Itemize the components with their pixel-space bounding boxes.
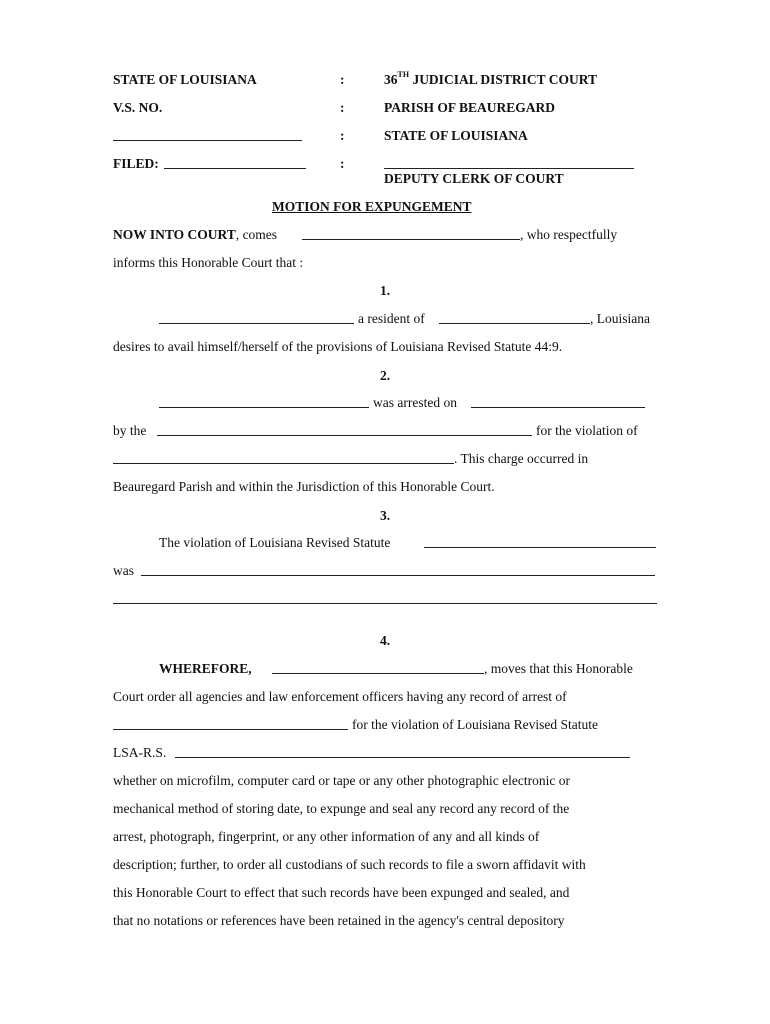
intro-line-2: informs this Honorable Court that :	[113, 255, 304, 270]
body-line: description; further, to order all custodians of such records to file a sworn affidavit with	[113, 857, 586, 872]
caption-colon: :	[340, 156, 345, 171]
deputy-clerk-label: DEPUTY CLERK OF COURT	[384, 171, 564, 186]
statute-line: desires to avail himself/herself of the provisions of Louisiana Revised Statute 44:9.	[113, 339, 563, 354]
court-name: 36TH JUDICIAL DISTRICT COURT	[384, 70, 598, 87]
caption-parish: PARISH OF BEAUREGARD	[384, 100, 556, 115]
section-number: 2.	[379, 368, 391, 383]
name-blank[interactable]	[159, 323, 354, 324]
subject-blank[interactable]	[113, 729, 348, 730]
caption-colon: :	[340, 128, 345, 143]
body-line: this Honorable Court to effect that such records have been expunged and sealed, and	[113, 885, 570, 900]
charge-text: . This charge occurred in	[454, 451, 589, 466]
moves-text: , moves that this Honorable	[484, 661, 633, 676]
statute-text: The violation of Louisiana Revised Statute	[159, 535, 391, 550]
order-line: Court order all agencies and law enforcement officers having any record of arrest of	[113, 689, 567, 704]
agency-blank[interactable]	[157, 435, 532, 436]
disposition-blank[interactable]	[141, 575, 655, 576]
jurisdiction-line: Beauregard Parish and within the Jurisdiction of this Honorable Court.	[113, 479, 495, 494]
mover-blank[interactable]	[272, 673, 484, 674]
by-the-text: by the	[113, 423, 147, 438]
wherefore-text: WHEREFORE,	[159, 661, 252, 676]
caption-colon: :	[340, 100, 345, 115]
body-line: mechanical method of storing date, to expunge and seal any record any record of the	[113, 801, 570, 816]
violation-blank[interactable]	[113, 463, 454, 464]
resident-text: a resident of	[358, 311, 425, 326]
statute-blank[interactable]	[424, 547, 656, 548]
caption-filed: FILED:	[113, 156, 159, 171]
section-number: 1.	[379, 283, 391, 298]
lsa-text: LSA-R.S.	[113, 745, 167, 760]
document-title: MOTION FOR EXPUNGEMENT	[272, 199, 472, 214]
caption-state-right: STATE OF LOUISIANA	[384, 128, 528, 143]
louisiana-text: , Louisiana	[590, 311, 650, 326]
section-number: 3.	[379, 508, 391, 523]
caption-state: STATE OF LOUISIANA	[113, 72, 257, 87]
violation-statute-text: for the violation of Louisiana Revised Statute	[352, 717, 598, 732]
disposition-blank-2[interactable]	[113, 603, 657, 604]
lsa-blank[interactable]	[175, 757, 630, 758]
deputy-signature-line[interactable]	[384, 168, 634, 169]
petitioner-blank[interactable]	[302, 239, 520, 240]
violation-of-text: for the violation of	[536, 423, 638, 438]
body-line: arrest, photograph, fingerprint, or any other information of any and all kinds of	[113, 829, 540, 844]
section-number: 4.	[379, 633, 391, 648]
party-blank[interactable]	[113, 140, 302, 141]
was-text: was	[113, 563, 134, 578]
intro-tail: , who respectfully	[520, 227, 618, 242]
arrested-text: was arrested on	[373, 395, 457, 410]
city-blank[interactable]	[439, 323, 590, 324]
arrest-date-blank[interactable]	[471, 407, 645, 408]
caption-colon: :	[340, 72, 345, 87]
arrestee-blank[interactable]	[159, 407, 369, 408]
caption-vs-no: V.S. NO.	[113, 100, 163, 115]
body-line: that no notations or references have been retained in the agency's central depository	[113, 913, 565, 928]
body-line: whether on microfilm, computer card or tape or any other photographic electronic or	[113, 773, 570, 788]
intro-line: NOW INTO COURT, comes	[113, 227, 278, 242]
filed-blank[interactable]	[164, 168, 306, 169]
